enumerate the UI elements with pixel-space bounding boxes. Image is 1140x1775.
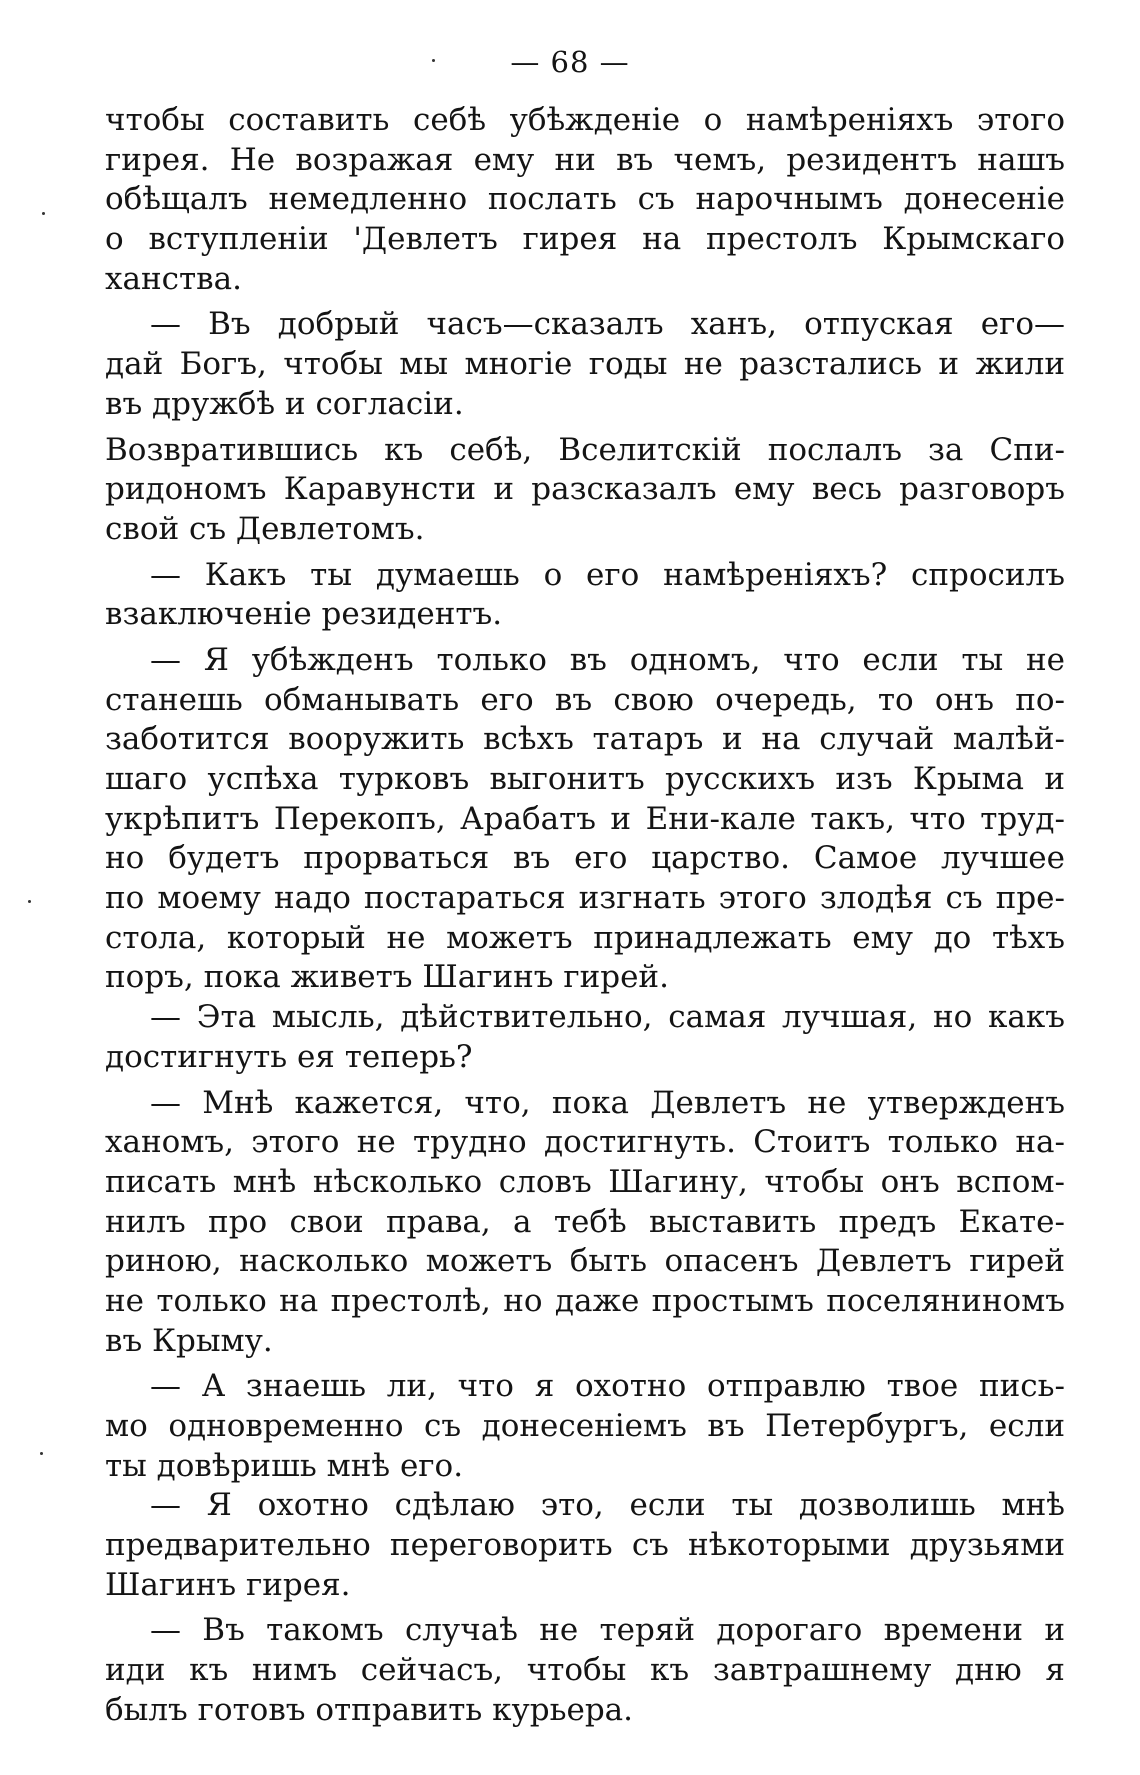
text-line: — Въ добрый часъ—сказалъ ханъ, отпуская его— <box>150 306 1065 343</box>
page-text <box>105 101 1065 1731</box>
text-line: предварительно переговорить съ нѣкоторыми друзьями <box>105 1527 1065 1564</box>
text-line: — Я охотно сдѣлаю это, если ты дозволишь мнѣ <box>150 1487 1065 1524</box>
text-line: Шагинъ гирея. <box>105 1566 351 1603</box>
text-line: нилъ про свои права, а тебѣ выставить предъ Екате- <box>105 1203 1065 1240</box>
text-line: ханомъ, этого не трудно достигнуть. Стоитъ только на- <box>105 1124 1065 1161</box>
text-line: гирея. Не возражая ему ни въ чемъ, резидентъ нашъ <box>105 141 1065 178</box>
text-line: Возвратившись къ себѣ, Вселитскій послалъ за Спи- <box>105 431 1065 468</box>
text-line: взаключеніе резидентъ. <box>105 596 503 633</box>
text-line: въ Крыму. <box>105 1322 273 1359</box>
text-line: былъ готовъ отправить курьера. <box>105 1691 634 1728</box>
scan-speck <box>432 59 435 62</box>
text-line: — Я убѣжденъ только въ одномъ, что если ты не <box>150 641 1065 678</box>
text-line: дай Богъ, чтобы мы многіе годы не разстались и жили <box>105 346 1065 383</box>
text-line: ты довѣришь мнѣ его. <box>105 1447 464 1484</box>
scan-speck <box>42 212 45 215</box>
text-line: по моему надо постараться изгнать этого злодѣя съ пре- <box>105 880 1065 917</box>
text-line: обѣщалъ немедленно послать съ нарочнымъ донесеніе <box>105 181 1065 218</box>
text-line: писать мнѣ нѣсколько словъ Шагину, чтобы онъ вспом- <box>105 1163 1065 1200</box>
text-line: ханства. <box>105 260 242 297</box>
text-line: иди къ нимъ сейчасъ, чтобы къ завтрашнему дню я <box>105 1652 1065 1689</box>
text-line: — Мнѣ кажется, что, пока Девлетъ не утвержденъ <box>150 1084 1065 1121</box>
text-line: укрѣпитъ Перекопъ, Арабатъ и Ени-кале такъ, что труд- <box>105 800 1065 837</box>
scan-speck <box>40 1452 43 1455</box>
text-line: — Въ такомъ случаѣ не теряй дорогаго времени и <box>150 1612 1065 1649</box>
text-line: о вступленіи 'Девлетъ гирея на престолъ Крымскаго <box>105 221 1065 258</box>
text-line: чтобы составить себѣ убѣжденіе о намѣреніяхъ этого <box>105 102 1065 138</box>
text-line: мо одновременно съ донесеніемъ въ Петербургъ, если <box>105 1408 1065 1444</box>
text-line: — Какъ ты думаешь о его намѣреніяхъ? спросилъ <box>150 556 1065 593</box>
text-line: шаго успѣха турковъ выгонитъ русскихъ изъ Крыма и <box>105 761 1065 797</box>
text-line: не только на престолѣ, но даже простымъ поселяниномъ <box>105 1282 1065 1319</box>
text-line: риною, насколько можетъ быть опасенъ Девлетъ гирей <box>105 1243 1065 1280</box>
text-line: стола, который не можетъ принадлежать ему до тѣхъ <box>105 919 1065 956</box>
page-number: — 68 — <box>510 45 630 79</box>
text-line: заботится вооружить всѣхъ татаръ и на случай малѣй- <box>105 721 1065 758</box>
text-line: ридономъ Каравунсти и разсказалъ ему весь разговоръ <box>105 471 1065 508</box>
text-line: но будетъ прорваться въ его царство. Самое лучшее <box>105 840 1065 877</box>
text-line: достигнуть ея теперь? <box>105 1038 473 1075</box>
text-line: въ дружбѣ и согласіи. <box>105 385 464 422</box>
text-line: станешь обманывать его въ свою очередь, то онъ по- <box>105 681 1065 718</box>
scan-speck <box>28 900 31 903</box>
text-line: свой съ Девлетомъ. <box>105 510 425 547</box>
text-line: — А знаешь ли, что я охотно отправлю твое пись- <box>150 1368 1065 1405</box>
text-line: поръ, пока живетъ Шагинъ гирей. <box>105 959 669 996</box>
text-line: — Эта мысль, дѣйствительно, самая лучшая, но какъ <box>150 999 1065 1036</box>
